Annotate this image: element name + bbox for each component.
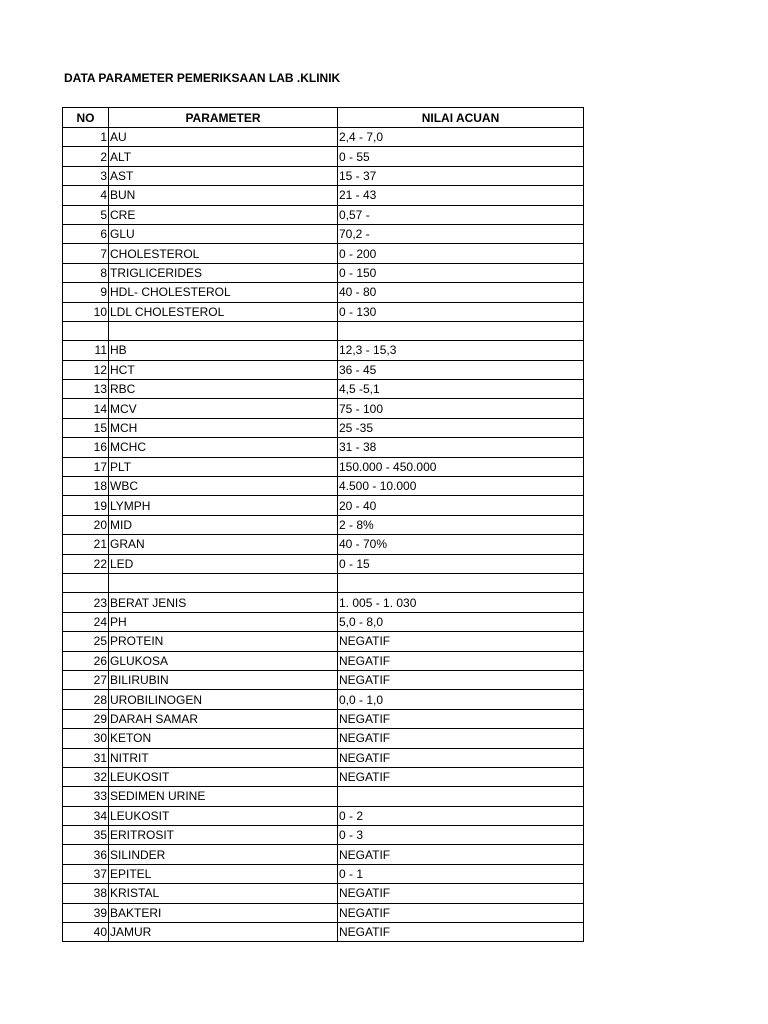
table-row bbox=[63, 767, 584, 786]
row-number: 32 bbox=[63, 767, 109, 786]
row-parameter: MID bbox=[109, 515, 338, 534]
row-number: 15 bbox=[63, 418, 109, 437]
row-reference-value: 15 - 37 bbox=[338, 166, 584, 185]
row-parameter: ALT bbox=[109, 147, 338, 166]
row-reference-value: 0 - 15 bbox=[338, 554, 584, 573]
table-row bbox=[63, 535, 584, 554]
row-parameter: CRE bbox=[109, 205, 338, 224]
row-reference-value: 2 - 8% bbox=[338, 515, 584, 534]
table-row bbox=[63, 593, 584, 612]
row-reference-value: 25 -35 bbox=[338, 418, 584, 437]
table-row bbox=[63, 612, 584, 631]
row-reference-value bbox=[338, 787, 584, 806]
row-parameter: LED bbox=[109, 554, 338, 573]
row-parameter: GRAN bbox=[109, 535, 338, 554]
row-number: 13 bbox=[63, 380, 109, 399]
row-number: 9 bbox=[63, 283, 109, 302]
row-reference-value: 2,4 - 7,0 bbox=[338, 128, 584, 147]
table-row bbox=[63, 438, 584, 457]
row-parameter: LEUKOSIT bbox=[109, 806, 338, 825]
row-number: 39 bbox=[63, 903, 109, 922]
row-parameter: HB bbox=[109, 341, 338, 360]
row-number: 1 bbox=[63, 128, 109, 147]
row-reference-value: 21 - 43 bbox=[338, 186, 584, 205]
table-row bbox=[63, 418, 584, 437]
table-row bbox=[63, 903, 584, 922]
row-parameter: NITRIT bbox=[109, 748, 338, 767]
table-body bbox=[63, 128, 584, 942]
row-number: 29 bbox=[63, 709, 109, 728]
row-reference-value: 0,0 - 1,0 bbox=[338, 690, 584, 709]
row-reference-value: 20 - 40 bbox=[338, 496, 584, 515]
row-number: 4 bbox=[63, 186, 109, 205]
table-row bbox=[63, 224, 584, 243]
row-parameter: HDL- CHOLESTEROL bbox=[109, 283, 338, 302]
row-reference-value: 31 - 38 bbox=[338, 438, 584, 457]
row-parameter: AST bbox=[109, 166, 338, 185]
table-row bbox=[63, 399, 584, 418]
row-number: 6 bbox=[63, 224, 109, 243]
row-reference-value: NEGATIF bbox=[338, 670, 584, 689]
row-parameter: PH bbox=[109, 612, 338, 631]
row-number: 2 bbox=[63, 147, 109, 166]
row-parameter: WBC bbox=[109, 477, 338, 496]
row-number: 19 bbox=[63, 496, 109, 515]
row-reference-value: 75 - 100 bbox=[338, 399, 584, 418]
table-row bbox=[63, 709, 584, 728]
row-number: 31 bbox=[63, 748, 109, 767]
row-reference-value: 150.000 - 450.000 bbox=[338, 457, 584, 476]
row-reference-value: NEGATIF bbox=[338, 729, 584, 748]
row-reference-value: NEGATIF bbox=[338, 884, 584, 903]
row-reference-value: 0,57 - bbox=[338, 205, 584, 224]
row-reference-value: 0 - 130 bbox=[338, 302, 584, 321]
row-parameter: BUN bbox=[109, 186, 338, 205]
row-number: 11 bbox=[63, 341, 109, 360]
row-reference-value: 70,2 - bbox=[338, 224, 584, 243]
row-reference-value: 0 - 2 bbox=[338, 806, 584, 825]
row-parameter: MCH bbox=[109, 418, 338, 437]
row-parameter: TRIGLICERIDES bbox=[109, 263, 338, 282]
row-parameter: KETON bbox=[109, 729, 338, 748]
row-reference-value: 36 - 45 bbox=[338, 360, 584, 379]
row-number: 24 bbox=[63, 612, 109, 631]
row-reference-value: 4,5 -5,1 bbox=[338, 380, 584, 399]
row-number: 38 bbox=[63, 884, 109, 903]
row-reference-value: 0 - 150 bbox=[338, 263, 584, 282]
table-row bbox=[63, 128, 584, 147]
row-parameter: ERITROSIT bbox=[109, 826, 338, 845]
row-number: 37 bbox=[63, 864, 109, 883]
row-reference-value: NEGATIF bbox=[338, 632, 584, 651]
row-parameter: GLU bbox=[109, 224, 338, 243]
row-number: 12 bbox=[63, 360, 109, 379]
row-parameter: UROBILINOGEN bbox=[109, 690, 338, 709]
row-reference-value: 0 - 3 bbox=[338, 826, 584, 845]
table-row bbox=[63, 283, 584, 302]
row-number: 5 bbox=[63, 205, 109, 224]
row-reference-value: 0 - 200 bbox=[338, 244, 584, 263]
header-parameter: PARAMETER bbox=[109, 108, 338, 128]
row-reference-value: 0 - 55 bbox=[338, 147, 584, 166]
row-number: 16 bbox=[63, 438, 109, 457]
row-parameter: LYMPH bbox=[109, 496, 338, 515]
table-header-row bbox=[63, 108, 584, 128]
row-number bbox=[63, 321, 109, 340]
document-title: DATA PARAMETER PEMERIKSAAN LAB .KLINIK bbox=[64, 71, 341, 85]
row-number bbox=[63, 573, 109, 592]
row-parameter: SILINDER bbox=[109, 845, 338, 864]
table-row bbox=[63, 826, 584, 845]
table-row bbox=[63, 806, 584, 825]
table-row bbox=[63, 573, 584, 592]
row-number: 18 bbox=[63, 477, 109, 496]
row-number: 25 bbox=[63, 632, 109, 651]
table-row bbox=[63, 496, 584, 515]
row-reference-value bbox=[338, 321, 584, 340]
row-parameter: GLUKOSA bbox=[109, 651, 338, 670]
row-number: 23 bbox=[63, 593, 109, 612]
header-nilai-acuan: NILAI ACUAN bbox=[338, 108, 584, 128]
row-parameter: MCHC bbox=[109, 438, 338, 457]
table-row bbox=[63, 923, 584, 942]
row-reference-value: NEGATIF bbox=[338, 923, 584, 942]
table-row bbox=[63, 864, 584, 883]
row-number: 22 bbox=[63, 554, 109, 573]
table-row bbox=[63, 186, 584, 205]
row-number: 17 bbox=[63, 457, 109, 476]
row-number: 7 bbox=[63, 244, 109, 263]
row-reference-value: NEGATIF bbox=[338, 903, 584, 922]
row-reference-value: 40 - 80 bbox=[338, 283, 584, 302]
row-reference-value: NEGATIF bbox=[338, 845, 584, 864]
row-parameter: PLT bbox=[109, 457, 338, 476]
row-number: 26 bbox=[63, 651, 109, 670]
table-row bbox=[63, 380, 584, 399]
row-number: 20 bbox=[63, 515, 109, 534]
table-row bbox=[63, 205, 584, 224]
table-row bbox=[63, 845, 584, 864]
row-parameter: EPITEL bbox=[109, 864, 338, 883]
row-parameter: LDL CHOLESTEROL bbox=[109, 302, 338, 321]
row-parameter: BAKTERI bbox=[109, 903, 338, 922]
row-parameter: DARAH SAMAR bbox=[109, 709, 338, 728]
lab-parameter-table bbox=[62, 107, 584, 942]
row-number: 14 bbox=[63, 399, 109, 418]
table-row bbox=[63, 690, 584, 709]
row-parameter: CHOLESTEROL bbox=[109, 244, 338, 263]
row-number: 28 bbox=[63, 690, 109, 709]
row-parameter: KRISTAL bbox=[109, 884, 338, 903]
row-reference-value: 4.500 - 10.000 bbox=[338, 477, 584, 496]
row-number: 33 bbox=[63, 787, 109, 806]
row-parameter: RBC bbox=[109, 380, 338, 399]
row-number: 35 bbox=[63, 826, 109, 845]
table-row bbox=[63, 477, 584, 496]
row-reference-value: 12,3 - 15,3 bbox=[338, 341, 584, 360]
table-row bbox=[63, 321, 584, 340]
row-reference-value bbox=[338, 573, 584, 592]
row-number: 8 bbox=[63, 263, 109, 282]
table-row bbox=[63, 302, 584, 321]
table-row bbox=[63, 515, 584, 534]
row-parameter bbox=[109, 573, 338, 592]
row-number: 36 bbox=[63, 845, 109, 864]
header-no: NO bbox=[63, 108, 109, 128]
row-reference-value: 1. 005 - 1. 030 bbox=[338, 593, 584, 612]
row-parameter: JAMUR bbox=[109, 923, 338, 942]
row-reference-value: NEGATIF bbox=[338, 767, 584, 786]
row-number: 30 bbox=[63, 729, 109, 748]
table-row bbox=[63, 632, 584, 651]
row-parameter: AU bbox=[109, 128, 338, 147]
table-row bbox=[63, 166, 584, 185]
row-number: 27 bbox=[63, 670, 109, 689]
row-reference-value: 5,0 - 8,0 bbox=[338, 612, 584, 631]
table-row bbox=[63, 244, 584, 263]
row-parameter: LEUKOSIT bbox=[109, 767, 338, 786]
row-number: 3 bbox=[63, 166, 109, 185]
row-parameter bbox=[109, 321, 338, 340]
row-parameter: BERAT JENIS bbox=[109, 593, 338, 612]
table-row bbox=[63, 670, 584, 689]
row-number: 40 bbox=[63, 923, 109, 942]
table-row bbox=[63, 787, 584, 806]
row-reference-value: NEGATIF bbox=[338, 748, 584, 767]
table-row bbox=[63, 360, 584, 379]
row-parameter: SEDIMEN URINE bbox=[109, 787, 338, 806]
row-parameter: BILIRUBIN bbox=[109, 670, 338, 689]
row-number: 21 bbox=[63, 535, 109, 554]
row-reference-value: 40 - 70% bbox=[338, 535, 584, 554]
row-reference-value: NEGATIF bbox=[338, 651, 584, 670]
row-reference-value: NEGATIF bbox=[338, 709, 584, 728]
table-row bbox=[63, 147, 584, 166]
table-row bbox=[63, 341, 584, 360]
row-parameter: PROTEIN bbox=[109, 632, 338, 651]
table-row bbox=[63, 554, 584, 573]
table-row bbox=[63, 748, 584, 767]
row-number: 34 bbox=[63, 806, 109, 825]
row-parameter: HCT bbox=[109, 360, 338, 379]
table-row bbox=[63, 651, 584, 670]
table-row bbox=[63, 729, 584, 748]
row-reference-value: 0 - 1 bbox=[338, 864, 584, 883]
row-parameter: MCV bbox=[109, 399, 338, 418]
row-number: 10 bbox=[63, 302, 109, 321]
table-row bbox=[63, 457, 584, 476]
table-row bbox=[63, 884, 584, 903]
table-row bbox=[63, 263, 584, 282]
